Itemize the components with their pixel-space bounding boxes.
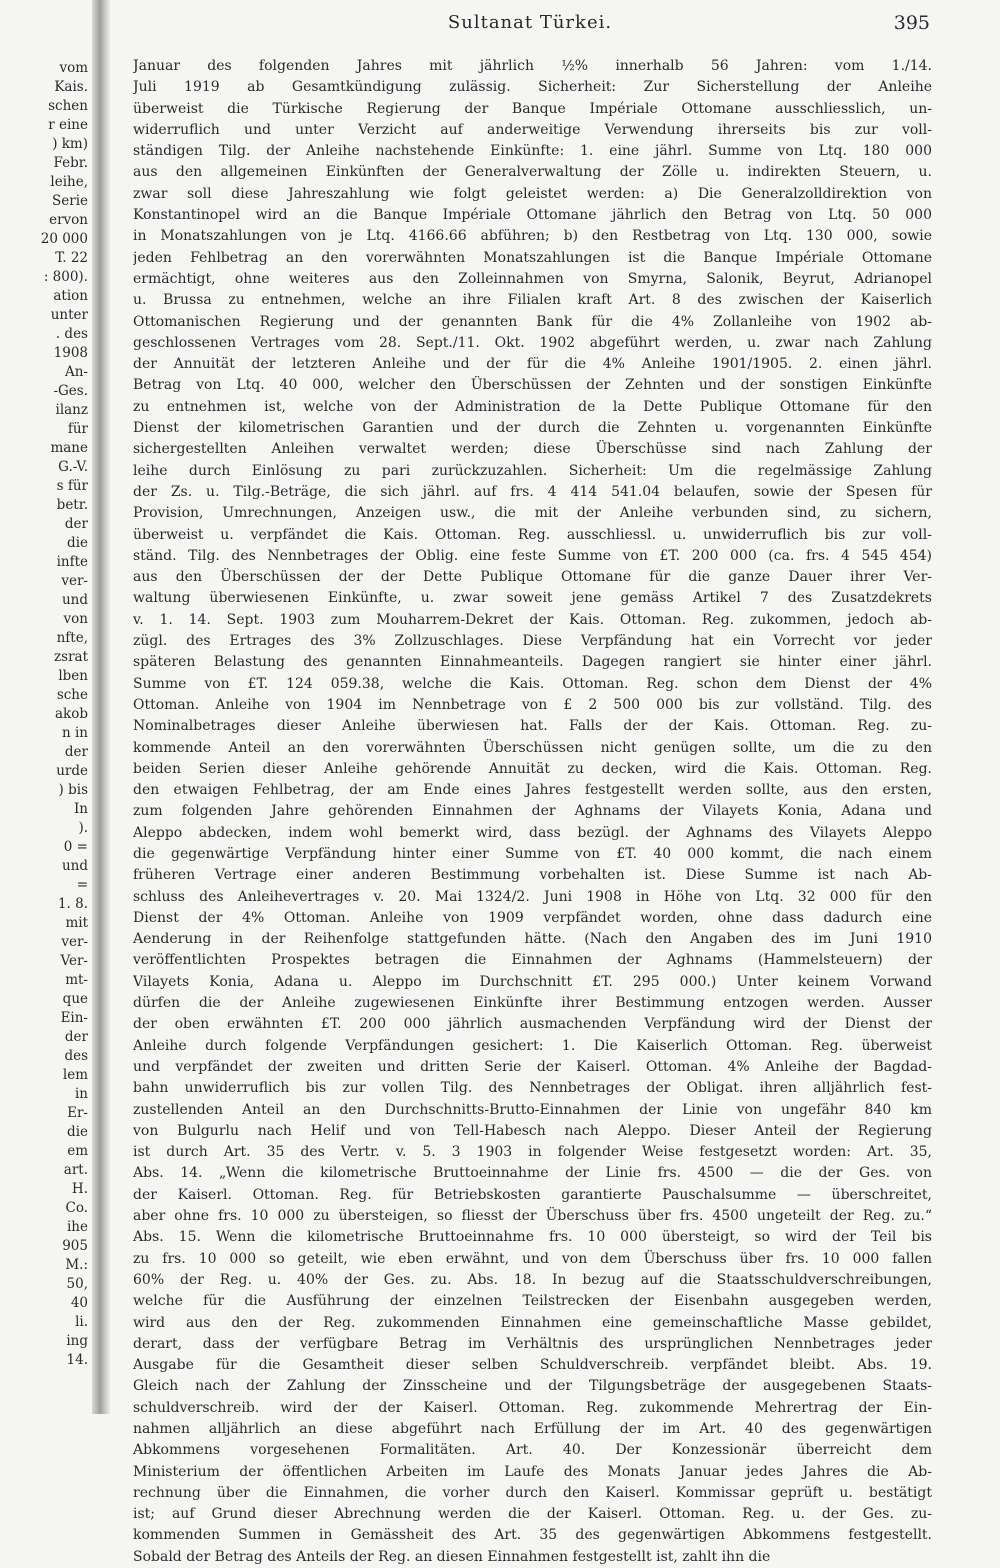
text-line: Abkommens vorgesehenen Formalitäten. Art. 40. Der Konzessionär überreicht dem <box>133 1442 932 1459</box>
margin-fragment: An- <box>64 364 88 380</box>
margin-fragment: 40 <box>70 1295 88 1311</box>
text-line: dürfen die der Anleihe zugewiesenen Einkünfte ihrer Bestimmung entzogen werden. Ausser <box>133 995 932 1012</box>
margin-fragment: ) bis <box>58 782 88 798</box>
margin-fragment: 905 <box>62 1238 88 1254</box>
margin-fragment: ihe <box>66 1219 88 1235</box>
margin-fragment: urde <box>56 763 88 779</box>
text-line: geschlossenen Vertrages vom 28. Sept./11. Okt. 1902 abgeführt werden, u. zwar nach Zahlung <box>133 334 932 351</box>
text-line: früheren Vertrage einer anderen Bestimmung vorbehalten ist. Diese Summe ist nach Ab- <box>133 867 932 884</box>
margin-fragment: r eine <box>48 117 88 133</box>
margin-fragment: der <box>64 1029 88 1045</box>
text-line: rechnung über die Einnahmen, die vorher durch den Kaiserl. Kommissar geprüft u. bestätigt <box>133 1484 932 1501</box>
text-line: der Annuität der letzteren Anleihe und der für die 4% Anleihe 1901/1905. 2. einen jährl. <box>133 356 932 373</box>
text-line: jeden Fehlbetrag an den vorerwähnten Monatszahlungen ist die Banque Impériale Ottomane <box>133 249 932 266</box>
margin-fragment: . des <box>55 326 88 342</box>
text-line: Dienst der 4% Ottoman. Anleihe von 1909 verpfändet worden, ohne dass dadurch eine <box>133 909 932 926</box>
margin-fragment: mt- <box>65 972 88 988</box>
page-header <box>128 12 932 38</box>
text-line: derart, dass der verfügbare Betrag im Verhältnis des ursprünglichen Nennbetrages jeder <box>133 1335 932 1352</box>
margin-fragment: em <box>67 1143 88 1159</box>
text-line: Juli 1919 ab Gesamtkündigung zulässig. Sicherheit: Zur Sicherstellung der Anleihe <box>133 79 932 96</box>
margin-fragment: Co. <box>65 1200 88 1216</box>
text-line: Nominalbetrages dieser Anleihe überwiesen hat. Falls der der Kais. Ottoman. Reg. zu- <box>133 718 932 735</box>
margin-fragment: des <box>64 1048 88 1064</box>
text-line: ermächtigt, ohne weiteres aus den Zolleinnahmen von Smyrna, Salonik, Beyrut, Adrianopel <box>133 270 932 287</box>
margin-fragment: der <box>64 744 88 760</box>
text-line: nahmen alljährlich an diese abgeführt nach Erfüllung der im Art. 40 des gegenwärtigen <box>133 1421 932 1437</box>
margin-fragment: = <box>76 877 88 893</box>
text-line: ist; auf Grund dieser Abrechnung werden die der Kaiserl. Ottoman. Reg. u. der Ges. zu- <box>133 1506 932 1523</box>
margin-fragment: akob <box>55 706 88 722</box>
book-gutter <box>92 0 110 1414</box>
text-line: die gegenwärtige Verpfändung hinter einer Summe von £T. 40 000 kommt, die nach einem <box>133 845 932 862</box>
margin-fragment: Ver- <box>60 953 88 969</box>
text-line: Ministerium der öffentlichen Arbeiten im Laufe des Monats Januar jedes Jahres die Ab- <box>133 1463 932 1480</box>
text-line: aus den allgemeinen Einkünften der Generalverwaltung der Zölle u. indirekten Steuern, u. <box>133 164 932 181</box>
text-line: ist durch Art. 35 des Vertr. v. 5. 3 1903 in folgender Weise festgesetzt worden: Art. 35, <box>133 1144 932 1161</box>
margin-fragment: lben <box>58 668 88 684</box>
text-line: zügl. des Ertrages des 3% Zollzuschlages. Diese Verpfändung hat ein Vorrecht vor jeder <box>133 633 932 650</box>
margin-fragment: M.: <box>65 1257 88 1273</box>
text-line: zu frs. 10 000 so geteilt, wie eben erwähnt, und von dem Überschuss über frs. 10 000 fallen <box>133 1250 932 1267</box>
margin-fragment: 0 = <box>63 839 88 855</box>
margin-fragment: 20 000 <box>40 231 88 247</box>
margin-fragment: 14. <box>66 1352 88 1368</box>
margin-fragment: betr. <box>56 497 88 513</box>
margin-fragment: li. <box>75 1314 88 1330</box>
margin-fragment: von <box>63 611 88 627</box>
text-line: v. 1. 14. Sept. 1903 zum Mouharrem-Dekret der Kais. Ottoman. Reg. zukommen, jedoch ab- <box>133 611 932 628</box>
text-line: waltung überwiesenen Einkünfte, u. zwar soweit jene gemäss Artikel 7 des Zusatzdekrets <box>133 590 932 607</box>
margin-fragment: leihe, <box>50 174 88 190</box>
previous-page-margin <box>0 0 112 1414</box>
text-line: u. Brussa zu entnehmen, welche an ihre Filialen kraft Art. 8 des zwischen der Kaiserlich <box>133 292 932 309</box>
margin-fragment: In <box>73 801 88 817</box>
margin-fragment: ver- <box>61 573 88 589</box>
margin-fragment: mit <box>65 915 88 931</box>
text-line: wird aus den der Reg. zukommenden Einnahmen eine gemeinschaftliche Masse gebildet, <box>133 1314 932 1331</box>
text-line: Sobald der Betrag des Anteils der Reg. an diesen Einnahmen festgestellt ist, zahlt ihn die <box>133 1548 771 1565</box>
text-line: in Monatszahlungen von je Ltq. 4166.66 abführen; b) den Restbetrag von Ltq. 130 000, sowie <box>133 228 932 245</box>
text-line: zustellenden Anteil an den Durchschnitts-Brutto-Einnahmen der Linie von ungefähr 840 km <box>133 1101 932 1118</box>
text-line: Abs. 14. „Wenn die kilometrische Bruttoeinnahme der Linie frs. 4500 — die der Ges. von <box>133 1165 932 1182</box>
text-line: aber ohne frs. 10 000 zu übersteigen, so fliesst der Überschuss über frs. 4500 ungeteilt der Reg. zu.“ <box>133 1208 932 1225</box>
margin-fragment: ver- <box>61 934 88 950</box>
text-line: bahn unwiderruflich bis zur vollen Tilg. des Nennbetrages der Obligat. ihren alljährlich fest- <box>133 1080 932 1097</box>
text-line: und verpfändet der zweiten und dritten Serie der Kaiserl. Ottoman. 4% Anleihe der Bagdad- <box>133 1058 932 1075</box>
margin-fragment: art. <box>63 1162 88 1178</box>
text-line: Ottoman. Anleihe von 1904 im Nennbetrage von £ 2 500 000 bis zur vollständ. Tilg. des <box>133 696 932 713</box>
text-line: veröffentlichten Prospektes betragen die Einnahmen der Aghnams (Hammelsteuern) der <box>133 952 932 969</box>
margin-fragment: T. 22 <box>55 250 88 266</box>
margin-fragment: -Ges. <box>53 383 88 399</box>
margin-fragment: 1908 <box>53 345 88 361</box>
text-line: der Zs. u. Tilg.-Beträge, die sich jährl. auf frs. 4 414 541.04 belaufen, sowie der Spesen für <box>133 483 932 500</box>
margin-fragment: und <box>61 592 88 608</box>
text-line: Vilayets Konia, Adana u. Aleppo im Durchschnitt £T. 295 000.) Unter keinem Vorwand <box>133 973 932 990</box>
text-line: zwar soll diese Jahreszahlung wie folgt geleistet werden: a) Die Generalzolldirektion von <box>133 185 932 202</box>
text-line: Ottomanischen Regierung und der genannten Bank für die 4% Zollanleihe von 1902 ab- <box>133 313 932 330</box>
margin-fragment: ervon <box>49 212 88 228</box>
text-line: Januar des folgenden Jahres mit jährlich ½% innerhalb 56 Jahren: vom 1./14. <box>133 58 932 74</box>
text-line: Anleihe durch folgende Verpfändungen gesichert: 1. Die Kaiserlich Ottoman. Reg. überweist <box>133 1037 932 1054</box>
margin-fragment: der <box>64 516 88 532</box>
text-line: überweist u. verpfändet die Kais. Ottoman. Reg. ausschliessl. u. unwiderruflich bis zur voll- <box>133 526 932 543</box>
margin-fragment: Er- <box>67 1105 88 1121</box>
margin-fragment: sche <box>56 687 88 703</box>
margin-fragment: lem <box>62 1067 88 1083</box>
margin-fragment: : 800). <box>43 269 88 285</box>
text-line: zu entnehmen ist, welche von der Administration de la Dette Publique Ottomane für den <box>133 398 932 415</box>
margin-fragment: in <box>74 1086 88 1102</box>
margin-fragment: infte <box>56 554 88 570</box>
margin-fragment: und <box>61 858 88 874</box>
text-line: 60% der Reg. u. 40% der Ges. zu. Abs. 18. In bezug auf die Staatsschuldverschreibungen, <box>133 1271 932 1288</box>
margin-fragment: die <box>67 1124 88 1140</box>
margin-fragment: n in <box>62 725 88 741</box>
text-line: ständ. Tilg. des Nennbetrages der Oblig. eine feste Summe von £T. 200 000 (ca. frs. 4 545 454) <box>133 547 932 564</box>
margin-fragment: s für <box>56 478 88 494</box>
margin-fragment: die <box>67 535 88 551</box>
text-line: sichergestellten Anleihen verwaltet werden; diese Überschüsse sind nach Zahlung der <box>133 441 932 458</box>
margin-fragment: ation <box>53 288 88 304</box>
margin-fragment: Serie <box>52 193 88 209</box>
running-title: Sultanat Türkei. <box>447 12 613 33</box>
text-line: Abs. 15. Wenn die kilometrische Bruttoeinnahme frs. 10 000 übersteigt, so wird der Teil bis <box>133 1229 932 1246</box>
text-line: Konstantinopel wird an die Banque Impériale Ottomane jährlich den Betrag von Ltq. 50 000 <box>133 207 932 224</box>
margin-fragment: G.-V. <box>58 459 88 475</box>
margin-fragment: Kais. <box>54 79 88 95</box>
text-line: Aleppo abdecken, indem wohl bemerkt wird, dass bezügl. der Aghnams des Vilayets Aleppo <box>133 824 932 841</box>
text-line: welche für die Ausführung der einzelnen Teilstrecken der Eisenbahn ausgegeben werden, <box>133 1293 932 1310</box>
margin-fragment: H. <box>71 1181 88 1197</box>
text-line: leihe durch Einlösung zu pari zurückzuzahlen. Sicherheit: Um die regelmässige Zahlung <box>133 462 932 479</box>
text-line: Provision, Umrechnungen, Anzeigen usw., die mit der Anleihe verbunden sind, zu sichern, <box>133 505 932 522</box>
text-line: Dienst der kilometrischen Garantien und der durch die Zehnten u. vorgenannten Einkünfte <box>133 420 932 437</box>
text-line: Aenderung in der Reihenfolge stattgefunden hätte. (Nach den Angaben des im Juni 1910 <box>133 931 932 948</box>
margin-fragment: vom <box>59 60 88 76</box>
margin-fragment: zsrat <box>54 649 88 665</box>
margin-fragment: 50, <box>66 1276 88 1292</box>
margin-fragment: nfte, <box>56 630 88 646</box>
text-line: aus den Überschüssen der der Dette Publique Ottomane für die ganze Dauer ihrer Ver- <box>133 569 932 586</box>
margin-fragment: ). <box>78 820 88 836</box>
text-line: den etwaigen Fehlbetrag, der am Ende eines Jahres festgestellt werden sollte, aus den ersten, <box>133 782 932 799</box>
page-number: 395 <box>893 12 930 34</box>
text-line: widerruflich und unter Verzicht auf anderweitige Verwendung ihrerseits bis zur voll- <box>133 121 932 138</box>
margin-fragment: ing <box>66 1333 88 1349</box>
margin-fragment: Febr. <box>53 155 88 171</box>
text-line: der Kaiserl. Ottoman. Reg. für Betriebskosten garantierte Pauschalsumme — überschreitet, <box>133 1186 932 1203</box>
margin-fragment: que <box>62 991 88 1007</box>
text-line: Gleich nach der Zahlung der Zinsscheine und der Tilgungsbeträge der ausgegebenen Staats- <box>133 1378 932 1395</box>
text-line: Betrag von Ltq. 40 000, welcher den Überschüssen der Zehnten und der sonstigen Einkünfte <box>133 377 932 394</box>
text-line: Ausgabe für die Gesamtheit dieser selben Schuldverschreib. verpfändet bleibt. Abs. 19. <box>133 1357 932 1374</box>
text-line: kommenden Summen in Gemässheit des Art. 35 des gegenwärtigen Abkommens festgestellt. <box>133 1527 932 1544</box>
text-line: beiden Serien dieser Anleihe gehörende Annuität zu decken, wird die Kais. Ottoman. Reg. <box>133 760 932 777</box>
margin-fragment: unter <box>50 307 88 323</box>
text-line: zum folgenden Jahre gehörenden Einnahmen der Aghnams der Vilayets Konia, Adana und <box>133 803 932 820</box>
text-line: Summe von £T. 124 059.38, welche die Kais. Ottoman. Reg. schon dem Dienst der 4% <box>133 675 932 692</box>
text-line: der oben erwähnten £T. 200 000 jährlich ausmachenden Verpfändung wird der Dienst der <box>133 1016 932 1033</box>
text-line: schuldverschreib. wird der der Kaiserl. Ottoman. Reg. zukommende Mehrertrag der Ein- <box>133 1399 932 1416</box>
text-line: überweist die Türkische Regierung der Banque Impériale Ottomane ausschliesslich, un- <box>133 100 932 117</box>
text-line: späteren Belastung des genannten Einnahmeanteils. Dagegen rangiert sie hinter einer jährl. <box>133 654 932 671</box>
margin-fragment: ) km) <box>52 136 88 152</box>
text-line: kommende Anteil an den vorerwähnten Überschüssen nicht genügen sollte, um die zu den <box>133 739 932 756</box>
margin-fragment: mane <box>50 440 88 456</box>
margin-fragment: ilanz <box>55 402 88 418</box>
margin-fragment: schen <box>48 98 88 114</box>
margin-fragment: Ein- <box>60 1010 88 1026</box>
text-line: ständigen Tilg. der Anleihe nachstehende Einkünfte: 1. eine jährl. Summe von Ltq. 180 000 <box>133 143 932 160</box>
text-line: von Bulgurlu nach Helif und von Tell-Habesch nach Aleppo. Dieser Anteil der Regierung <box>133 1122 932 1139</box>
body-text <box>133 56 932 1568</box>
margin-fragment: für <box>67 421 88 437</box>
margin-fragment: 1. 8. <box>57 896 88 912</box>
text-line: schluss des Anleihevertrages v. 20. Mai 1324/2. Juni 1908 in Höhe von Ltq. 32 000 für den <box>133 888 932 905</box>
